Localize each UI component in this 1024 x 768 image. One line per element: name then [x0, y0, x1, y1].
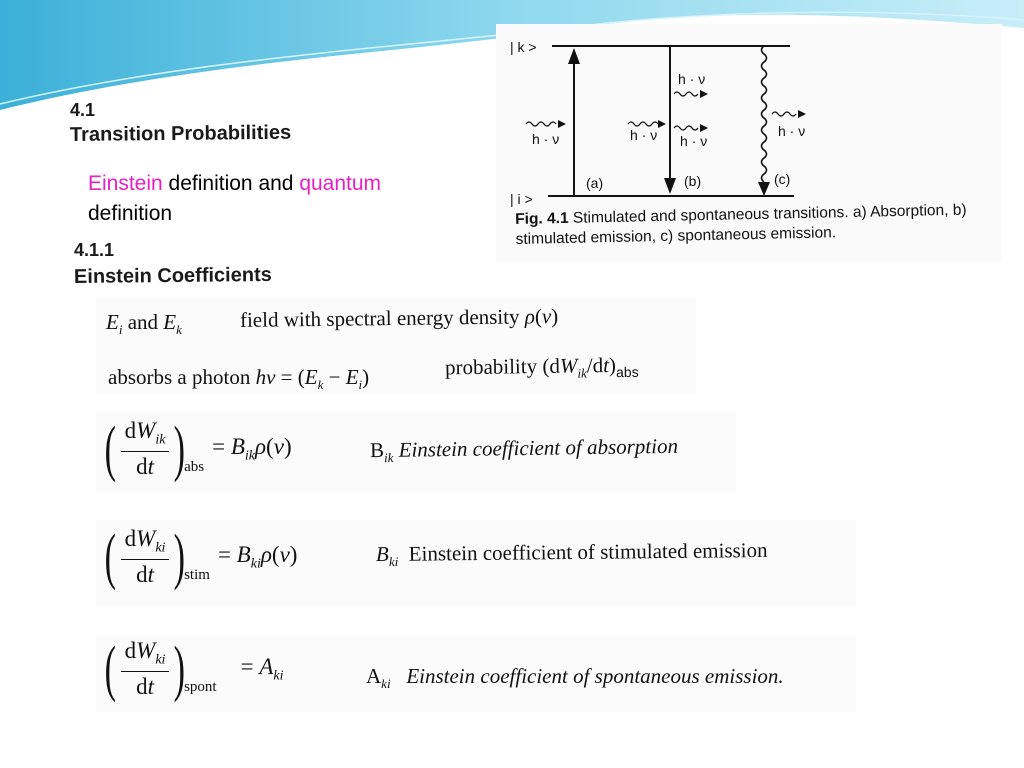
absorption-arrowhead [568, 48, 580, 64]
spontaneous-wavy-line [762, 46, 767, 182]
field-line: field with spectral energy density ρ(ν) [239, 304, 559, 332]
photon-label-b-out2: h · ν [680, 133, 708, 149]
quantum-word: quantum [299, 172, 382, 195]
photon-arrowhead-a [558, 120, 566, 128]
subsection-title: Einstein Coefficients [73, 263, 272, 288]
photon-wave-b-out1 [674, 92, 698, 96]
section-number: 4.1 [70, 100, 96, 120]
probability-line: probability $(dW_{ik}/dt)_{abs}$ [444, 352, 639, 381]
photon-wave-b-in [628, 122, 658, 126]
absorbs-line: absorbs a photon $h\nu = (E_k - E_i)$ [108, 365, 370, 393]
level-i-label: | i > [510, 191, 533, 207]
spontaneous-description: $A_{ki}$ Einstein coefficient of spontaneous emission. [366, 664, 784, 692]
photon-arrowhead-b-out2 [700, 124, 708, 132]
photon-arrowhead-b-out1 [700, 90, 708, 98]
definition-line2: definition [88, 202, 173, 225]
level-k-label: | k > [510, 39, 537, 55]
definition-text [88, 169, 488, 229]
photon-arrowhead-b-in [658, 120, 666, 128]
section-title: Transition Probabilities [69, 121, 292, 146]
photon-arrowhead-c [798, 110, 806, 118]
panel-b-label: (b) [684, 173, 702, 189]
absorption-description: $B_{ik}$ Einstein coefficient of absorption [369, 433, 679, 466]
spontaneous-arrowhead [758, 182, 770, 196]
photon-wave-a [526, 122, 556, 126]
panel-c-label: (c) [774, 171, 791, 187]
photon-wave-c [772, 112, 796, 116]
photon-label-c: h · ν [778, 123, 806, 139]
einstein-word: Einstein [88, 172, 163, 195]
stimulated-description: $B_{ki}$ Einstein coefficient of stimulated emission [375, 537, 768, 570]
definition-middle: definition and [162, 172, 300, 195]
levels-line: $E_i$ and $E_k$ [106, 310, 182, 338]
panel-a-label: (a) [586, 175, 604, 191]
stimulated-arrowhead [664, 178, 676, 194]
photon-wave-b-out2 [674, 126, 698, 130]
caption-text: Stimulated and spontaneous transitions. a) Absorption, b) stimulated emission, c) spontaneous emission. [515, 201, 967, 248]
caption-label: Fig. 4.1 [515, 209, 569, 228]
equation-absorption: ( $\frac{dW_{ik}}{dt}$ ) abs = $B_{ik}\rho(\nu)$ [104, 415, 292, 483]
equation-spontaneous: ( $\frac{dW_{ki}}{dt}$ ) spont = $A_{ki}$ [104, 635, 284, 703]
photon-label-a: h · ν [532, 131, 560, 147]
photon-label-b-in: h · ν [630, 127, 658, 143]
subsection-number: 4.1.1 [74, 240, 115, 260]
photon-label-b-out1: h · ν [678, 71, 706, 87]
equation-stimulated: ( $\frac{dW_{ki}}{dt}$ ) stim = $B_{ki}\rho(\nu)$ [104, 523, 298, 591]
